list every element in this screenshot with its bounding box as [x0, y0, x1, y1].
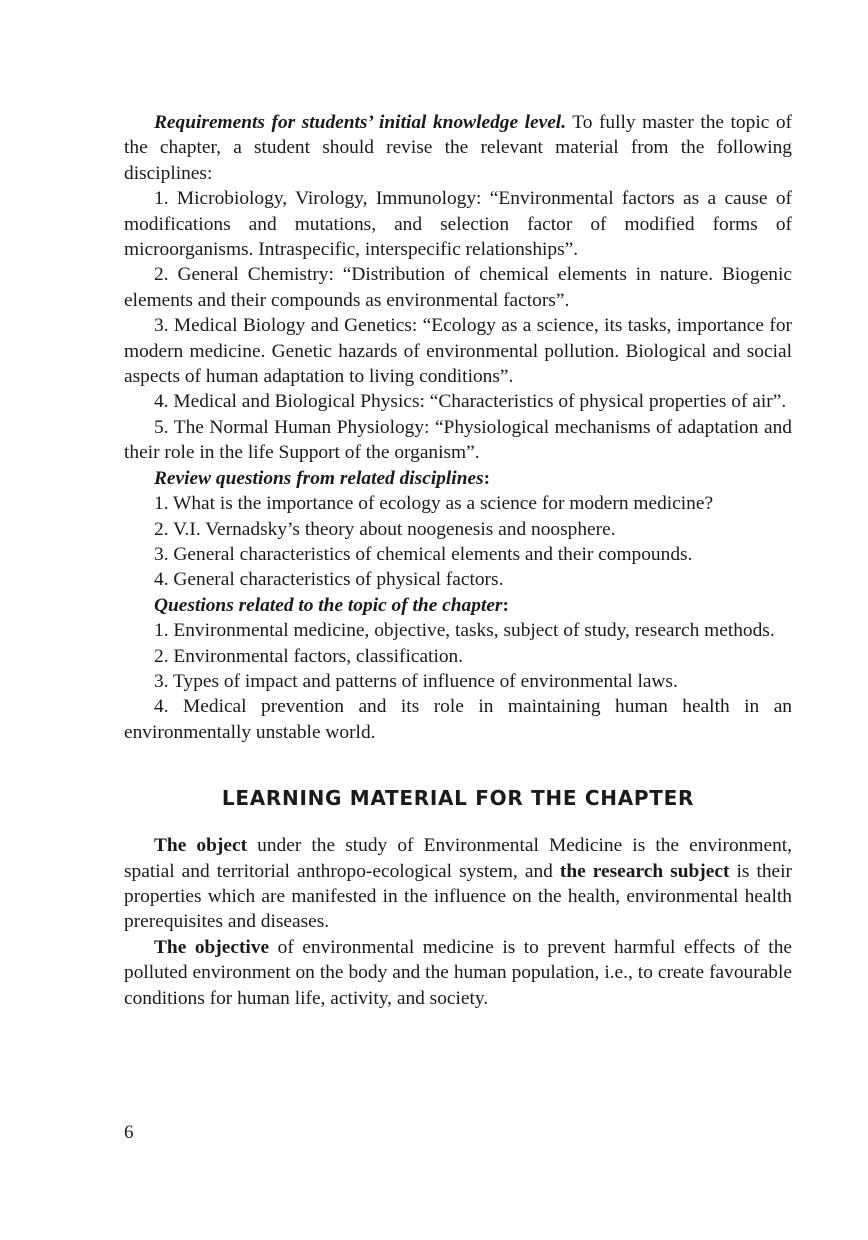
question-item: 2. Environmental factors, classification.: [154, 645, 464, 667]
objective-term: The objective: [154, 936, 270, 958]
review-heading: [124, 466, 792, 491]
review-heading-text: Review questions from related disciplines: [154, 467, 484, 489]
objective-paragraph: [124, 935, 792, 1011]
review-heading-colon: :: [483, 467, 491, 489]
research-subject-text: is their properties which are manifested in the influence on the health, environmental health prerequisites and diseases.: [124, 860, 792, 933]
question-item: 4. Medical prevention and its role in maintaining human health in an environmentally unstable world.: [124, 696, 792, 743]
page-number: 6: [124, 1122, 134, 1143]
discipline-item: 5. The Normal Human Physiology: “Physiological mechanisms of adaptation and their role in the life Support of the organism”.: [124, 416, 792, 464]
object-text: under the study of Environmental Medicine is the environment, spatial and territorial anthropo-ecological system, and: [124, 835, 792, 882]
object-term: The object: [154, 835, 248, 857]
questions-heading: [124, 593, 792, 618]
question-item: 1. Environmental medicine, objective, tasks, subject of study, research methods.: [154, 620, 775, 642]
questions-heading-text: Questions related to the topic of the chapter: [154, 594, 503, 616]
question-item: 3. Types of impact and patterns of influence of environmental laws.: [154, 670, 678, 692]
discipline-item: 3. Medical Biology and Genetics: “Ecology as a science, its tasks, importance for modern medicine. Genetic hazards of environmental pollution. Biological and social aspects of human adaptation to living conditions”.: [124, 315, 792, 388]
review-item: 4. General characteristics of physical factors.: [154, 569, 504, 591]
review-item: 3. General characteristics of chemical elements and their compounds.: [154, 543, 693, 565]
objective-text: of environmental medicine is to prevent harmful effects of the polluted environment on the body and the human population, i.e., to create favourable conditions for human life, activity, and society.: [124, 936, 792, 1009]
review-item: 2. V.I. Vernadsky’s theory about noogenesis and noosphere.: [154, 518, 616, 540]
requirements-lead: Requirements for students’ initial knowledge level.: [154, 112, 567, 133]
questions-heading-colon: :: [502, 594, 509, 616]
research-subject-term: the research subject: [559, 860, 730, 882]
page-content: [124, 110, 792, 1011]
object-paragraph: [124, 833, 792, 935]
requirements-text: To fully master the topic of the chapter, a student should revise the relevant material from the following disciplines:: [124, 112, 792, 184]
section-title: LEARNING MATERIAL FOR THE CHAPTER: [221, 786, 695, 811]
discipline-item: 4. Medical and Biological Physics: “Characteristics of physical properties of air”.: [154, 391, 787, 413]
requirements-paragraph: [124, 110, 792, 186]
review-item: 1. What is the importance of ecology as a science for modern medicine?: [154, 493, 714, 515]
discipline-item: 2. General Chemistry: “Distribution of chemical elements in nature. Biogenic elements and their compounds as environmental factors”.: [124, 264, 792, 311]
discipline-item: 1. Microbiology, Virology, Immunology: “Environmental factors as a cause of modifications and mutations, and selection factor of modified forms of microorganisms. Intraspecific, interspecific relationships”.: [124, 188, 792, 261]
